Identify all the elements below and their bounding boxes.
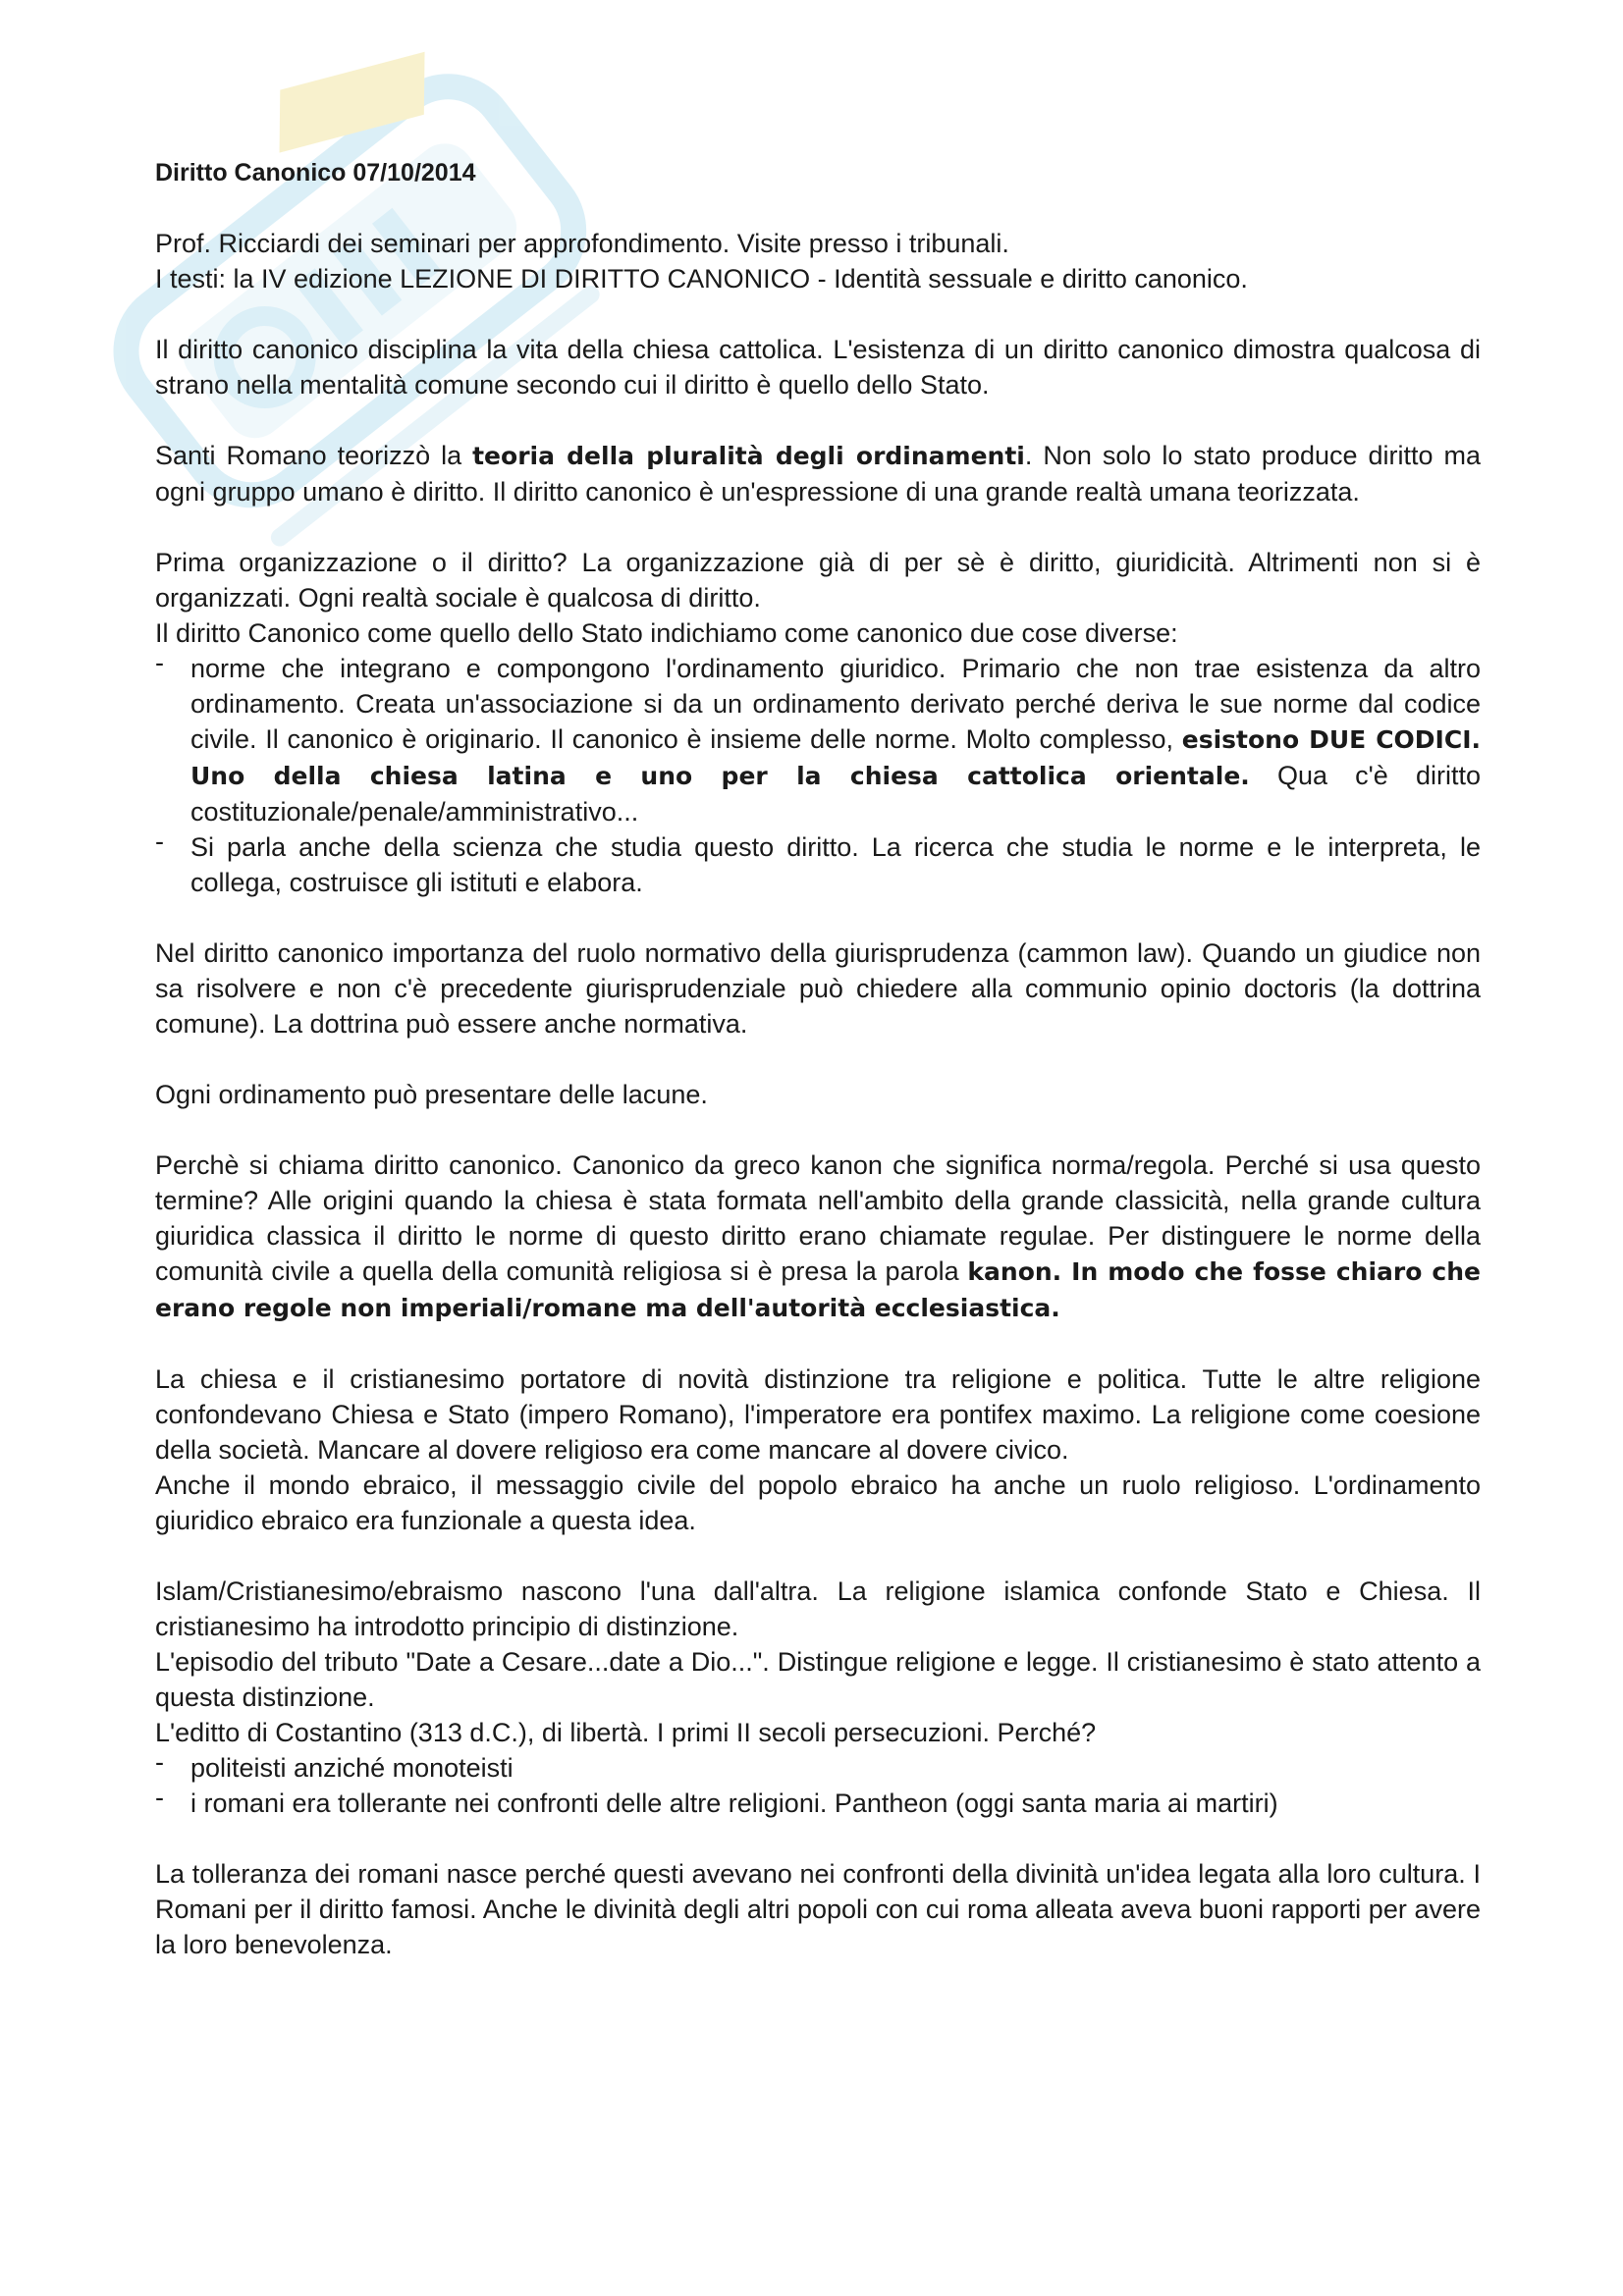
document-page [155,147,1481,1962]
bold-phrase: teoria della pluralità degli ordinamenti [472,442,1025,470]
bold-phrase: esistono DUE CODICI. Uno della chiesa latina e uno per la chiesa cattolica orientale. [190,725,1481,790]
list-item: - norme che integrano e compongono l'ordinamento giuridico. Primario che non trae esistenza da altro ordinamento. Creata un'associazione si da un ordinamento derivato perché deriva le sue norme dal codice civile. Il canonico è originario. Il canonico è insieme delle norme. Molto complesso, esistono DUE CODICI. Uno della chiesa latina e uno per la chiesa cattolica orientale. Qua c'è diritto costituzionale/penale/amministrativo... [155,651,1481,829]
paragraph-5: Ogni ordinamento può presentare delle lacune. [155,1080,708,1109]
paragraph-8c: L'editto di Costantino (313 d.C.), di libertà. I primi II secoli persecuzioni. Perché? [155,1718,1097,1747]
paragraph-6: Perchè si chiama diritto canonico. Canonico da greco kanon che significa norma/regola. Perché si usa questo termine? Alle origini quando la chiesa è stata formata nell'ambito della grande classicità, nella grande cultura giuridica classica il diritto le norme di questo diritto erano chiamate regulae. Per distinguere le norme della comunità civile a quella della comunità religiosa si è presa la parola kanon. In modo che fosse chiaro che erano regole non imperiali/romane ma dell'autorità ecclesiastica. [155,1150,1481,1322]
page-title: Diritto Canonico 07/10/2014 [155,159,476,187]
paragraph-9: La tolleranza dei romani nasce perché questi avevano nei confronti della divinità un'idea legata alla loro cultura. I Romani per il diritto famosi. Anche le divinità degli altri popoli con cui roma alleata aveva buoni rapporti per avere la loro benevolenza. [155,1859,1481,1959]
intro-line-1: Prof. Ricciardi dei seminari per approfondimento. Visite presso i tribunali. [155,229,1009,258]
bold-phrase: kanon. In modo che fosse chiaro che erano regole non imperiali/romane ma dell'autorità ecclesiastica. [155,1257,1481,1322]
paragraph-7b: Anche il mondo ebraico, il messaggio civile del popolo ebraico ha anche un ruolo religioso. L'ordinamento giuridico ebraico era funzionale a questa idea. [155,1470,1481,1535]
paragraph-3a: Prima organizzazione o il diritto? La organizzazione già di per sè è diritto, giuridicità. Altrimenti non si è organizzati. Ogni realtà sociale è qualcosa di diritto. [155,548,1481,613]
list-item: - i romani era tollerante nei confronti delle altre religioni. Pantheon (oggi santa maria ai martiri) [155,1786,1481,1821]
paragraph-8b: L'episodio del tributo "Date a Cesare...date a Dio...". Distingue religione e legge. Il cristianesimo è stato attento a questa distinzione. [155,1647,1481,1712]
bullet-list-2 [155,1750,1481,1821]
intro-line-2: I testi: la IV edizione LEZIONE DI DIRITTO CANONICO - Identità sessuale e diritto canonico. [155,264,1248,294]
list-item: - Si parla anche della scienza che studia questo diritto. La ricerca che studia le norme e le interpreta, le collega, costruisce gli istituti e elabora. [155,829,1481,900]
paragraph-3b: Il diritto Canonico come quello dello Stato indichiamo come canonico due cose diverse: [155,618,1178,648]
paragraph-8a: Islam/Cristianesimo/ebraismo nascono l'una dall'altra. La religione islamica confonde Stato e Chiesa. Il cristianesimo ha introdotto principio di distinzione. [155,1576,1481,1641]
paragraph-7a: La chiesa e il cristianesimo portatore di novità distinzione tra religione e politica. Tutte le altre religione confondevano Chiesa e Stato (impero Romano), l'imperatore era pontifex maximo. La religione come coesione della società. Mancare al dovere religioso era come mancare al dovere civico. [155,1364,1481,1465]
paragraph-2: Santi Romano teorizzò la teoria della pluralità degli ordinamenti. Non solo lo stato produce diritto ma ogni gruppo umano è diritto. Il diritto canonico è un'espressione di una grande realtà umana teorizzata. [155,441,1481,507]
list-item: - politeisti anziché monoteisti [155,1750,1481,1786]
bullet-list-1 [155,651,1481,900]
paragraph-4: Nel diritto canonico importanza del ruolo normativo della giurisprudenza (cammon law). Quando un giudice non sa risolvere e non c'è precedente giurisprudenziale può chiedere alla communio opinio doctoris (la dottrina comune). La dottrina può essere anche normativa. [155,938,1481,1039]
paragraph-1: Il diritto canonico disciplina la vita della chiesa cattolica. L'esistenza di un diritto canonico dimostra qualcosa di strano nella mentalità comune secondo cui il diritto è quello dello Stato. [155,335,1481,400]
